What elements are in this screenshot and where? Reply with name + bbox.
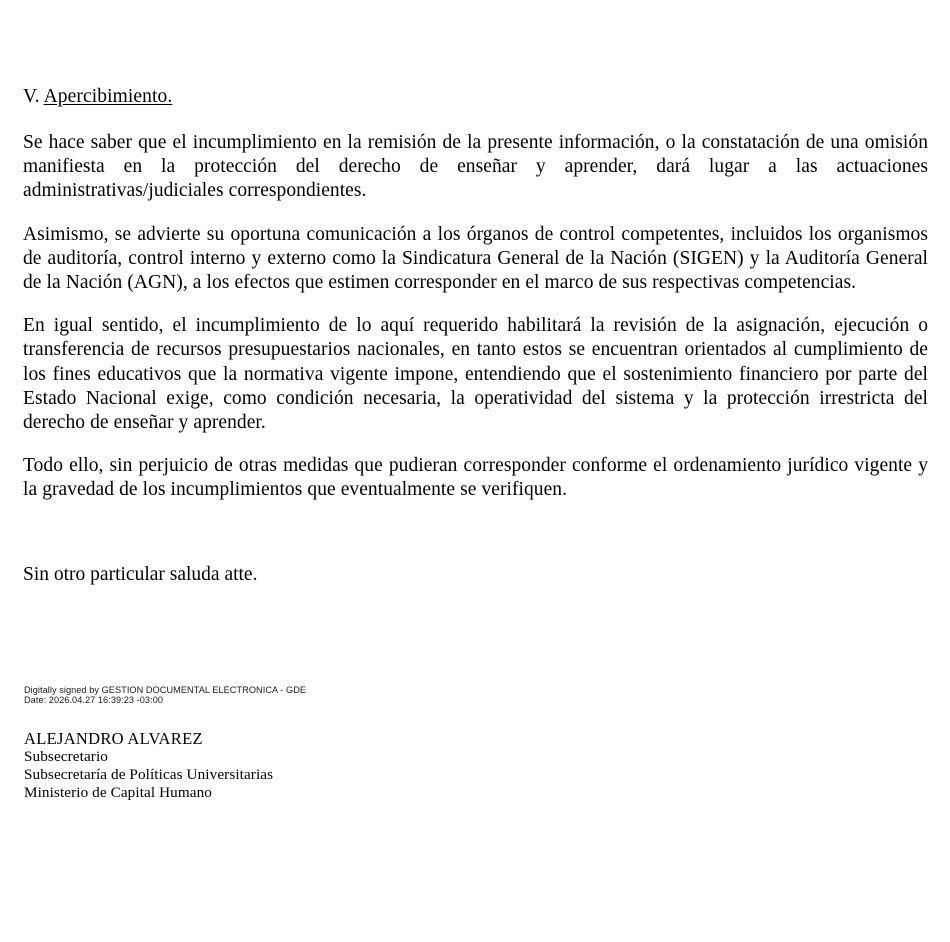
section-number: V. [23,86,40,107]
signatory-role: Subsecretario [24,748,108,766]
section-title: Apercibimiento. [43,86,173,107]
signatory-details [24,706,524,802]
signatory-unit: Subsecretaría de Políticas Universitarias [24,765,274,783]
paragraph-apercibimiento-3: En igual sentido, el incumplimiento de lo aquí requerido habilitará la revisión de la asignación, ejecución o transferencia de recursos presupuestarios nacionales, en tanto estos se encuentran orientados al cumplimiento de los fines educativos que la normativa vigente impone, entendiendo que el sostenimiento financiero por parte del Estado Nacional exige, como condición necesaria, la operatividad del sistema y la protección irrestricta del derecho de enseñar y aprender. [23,315,928,434]
paragraph-apercibimiento-2: Asimismo, se advierte su oportuna comunicación a los órganos de control competentes, incluidos los organismos de auditoría, control interno y externo como la Sindicatura General de la Nación (SIGEN) y la Auditoría General de la Nación (AGN), a los efectos que estimen corresponder en el marco de sus respectivas competencias. [23,223,928,294]
digital-signature-stamp [24,686,524,706]
section-heading [23,0,928,109]
digital-signature-signer: Digitally signed by GESTION DOCUMENTAL ELECTRONICA - GDE [24,685,307,695]
paragraph-apercibimiento-4: Todo ello, sin perjuicio de otras medidas que pudieran corresponder conforme el ordenamiento jurídico vigente y la gravedad de los incumplimientos que eventualmente se verifiquen. [23,455,928,501]
digital-signature-date: Date: 2026.04.27 16:39:23 -03:00 [24,694,164,705]
closing-salutation: Sin otro particular saluda atte. [23,563,258,585]
paragraph-apercibimiento-1: Se hace saber que el incumplimiento en la remisión de la presente información, o la constatación de una omisión manifiesta en la protección del derecho de enseñar y aprender, dará lugar a las actuaciones administrativas/judiciales correspondientes. [23,132,928,202]
signature-block [24,686,524,801]
signatory-ministry: Ministerio de Capital Humano [24,783,212,801]
document-body [23,0,928,587]
signatory-name: ALEJANDRO ALVAREZ [24,728,203,748]
